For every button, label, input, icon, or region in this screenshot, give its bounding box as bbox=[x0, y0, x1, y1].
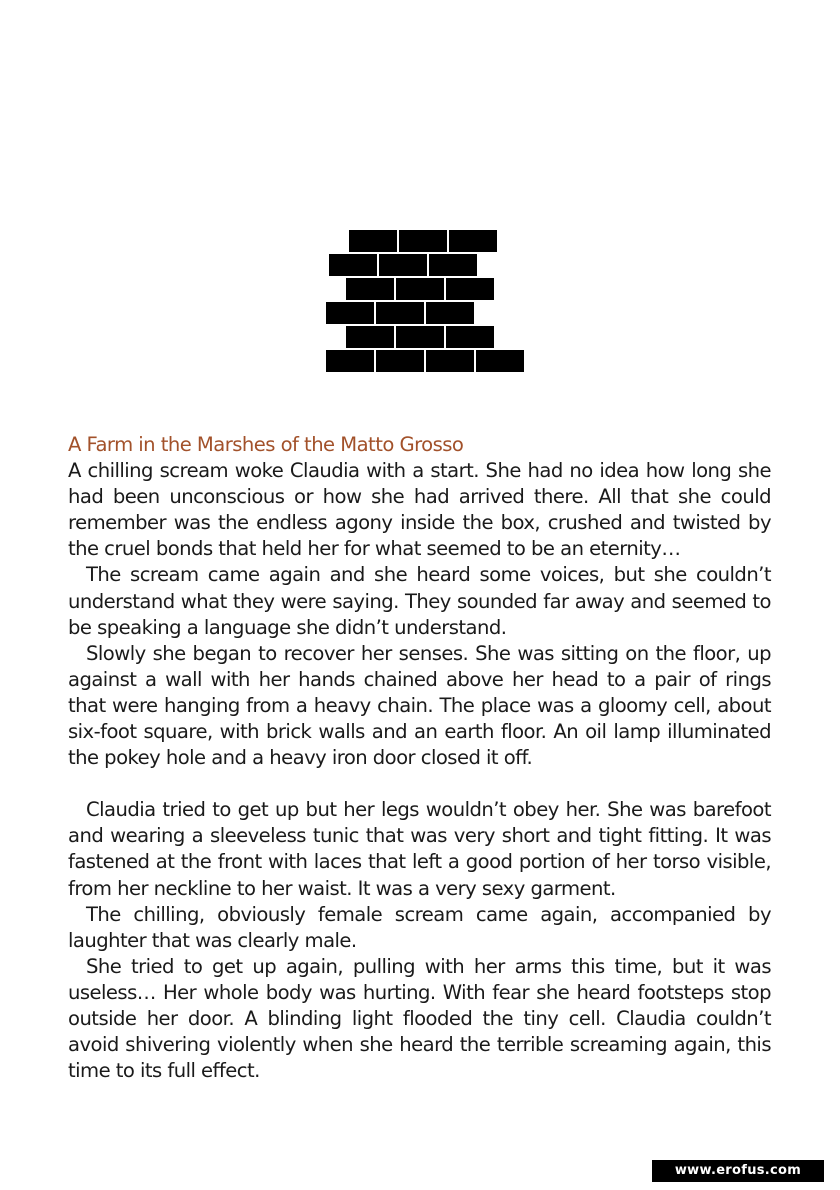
brick bbox=[349, 230, 397, 252]
paragraph: Claudia tried to get up but her legs wouldn’t obey her. She was barefoot and wearing a sleeveless tunic that was very short and tight fitting. It was fastened at the front with laces that left a good portion of her torso visible, from her neckline to her waist. It was a very sexy garment. bbox=[68, 798, 771, 900]
brick bbox=[326, 302, 374, 324]
brick bbox=[376, 302, 424, 324]
paragraph: Slowly she began to recover her senses. She was sitting on the floor, up against a wall with her hands chained above her head to a pair of rings that were hanging from a heavy chain. The place was a gloomy cell, about six-foot square, with brick walls and an earth floor. An oil lamp illuminated the pokey hole and a heavy iron door closed it off. bbox=[68, 641, 771, 770]
brick bbox=[329, 254, 377, 276]
brick bbox=[476, 350, 524, 372]
brick bbox=[396, 326, 444, 348]
brick bbox=[379, 254, 427, 276]
brick bbox=[399, 230, 447, 252]
brick bbox=[376, 350, 424, 372]
paragraph: The chilling, obviously female scream came again, accompanied by laughter that was clearly male. bbox=[68, 902, 771, 952]
brick-wall-icon bbox=[0, 0, 840, 400]
brick bbox=[346, 278, 394, 300]
brick bbox=[396, 278, 444, 300]
chapter-title: A Farm in the Marshes of the Matto Grosso bbox=[68, 433, 464, 456]
brick bbox=[426, 350, 474, 372]
brick bbox=[446, 326, 494, 348]
paragraph: The scream came again and she heard some voices, but she couldn’t understand what they were saying. They sounded far away and seemed to be speaking a language she didn’t understand. bbox=[68, 563, 771, 639]
watermark: www.erofus.com bbox=[652, 1160, 824, 1182]
brick bbox=[446, 278, 494, 300]
brick bbox=[449, 230, 497, 252]
chapter-text bbox=[68, 432, 771, 1084]
brick bbox=[326, 350, 374, 372]
paragraph: A chilling scream woke Claudia with a start. She had no idea how long she had been unconscious or how she had arrived there. All that she could remember was the endless agony inside the box, crushed and twisted by the cruel bonds that held her for what seemed to be an eternity… bbox=[68, 459, 771, 561]
brick bbox=[426, 302, 474, 324]
paragraph: She tried to get up again, pulling with her arms this time, but it was useless… Her whole body was hurting. With fear she heard footsteps stop outside her door. A blinding light flooded the tiny cell. Claudia couldn’t avoid shivering violently when she heard the terrible screaming again, this time to its full effect. bbox=[68, 954, 771, 1083]
brick bbox=[429, 254, 477, 276]
brick bbox=[346, 326, 394, 348]
